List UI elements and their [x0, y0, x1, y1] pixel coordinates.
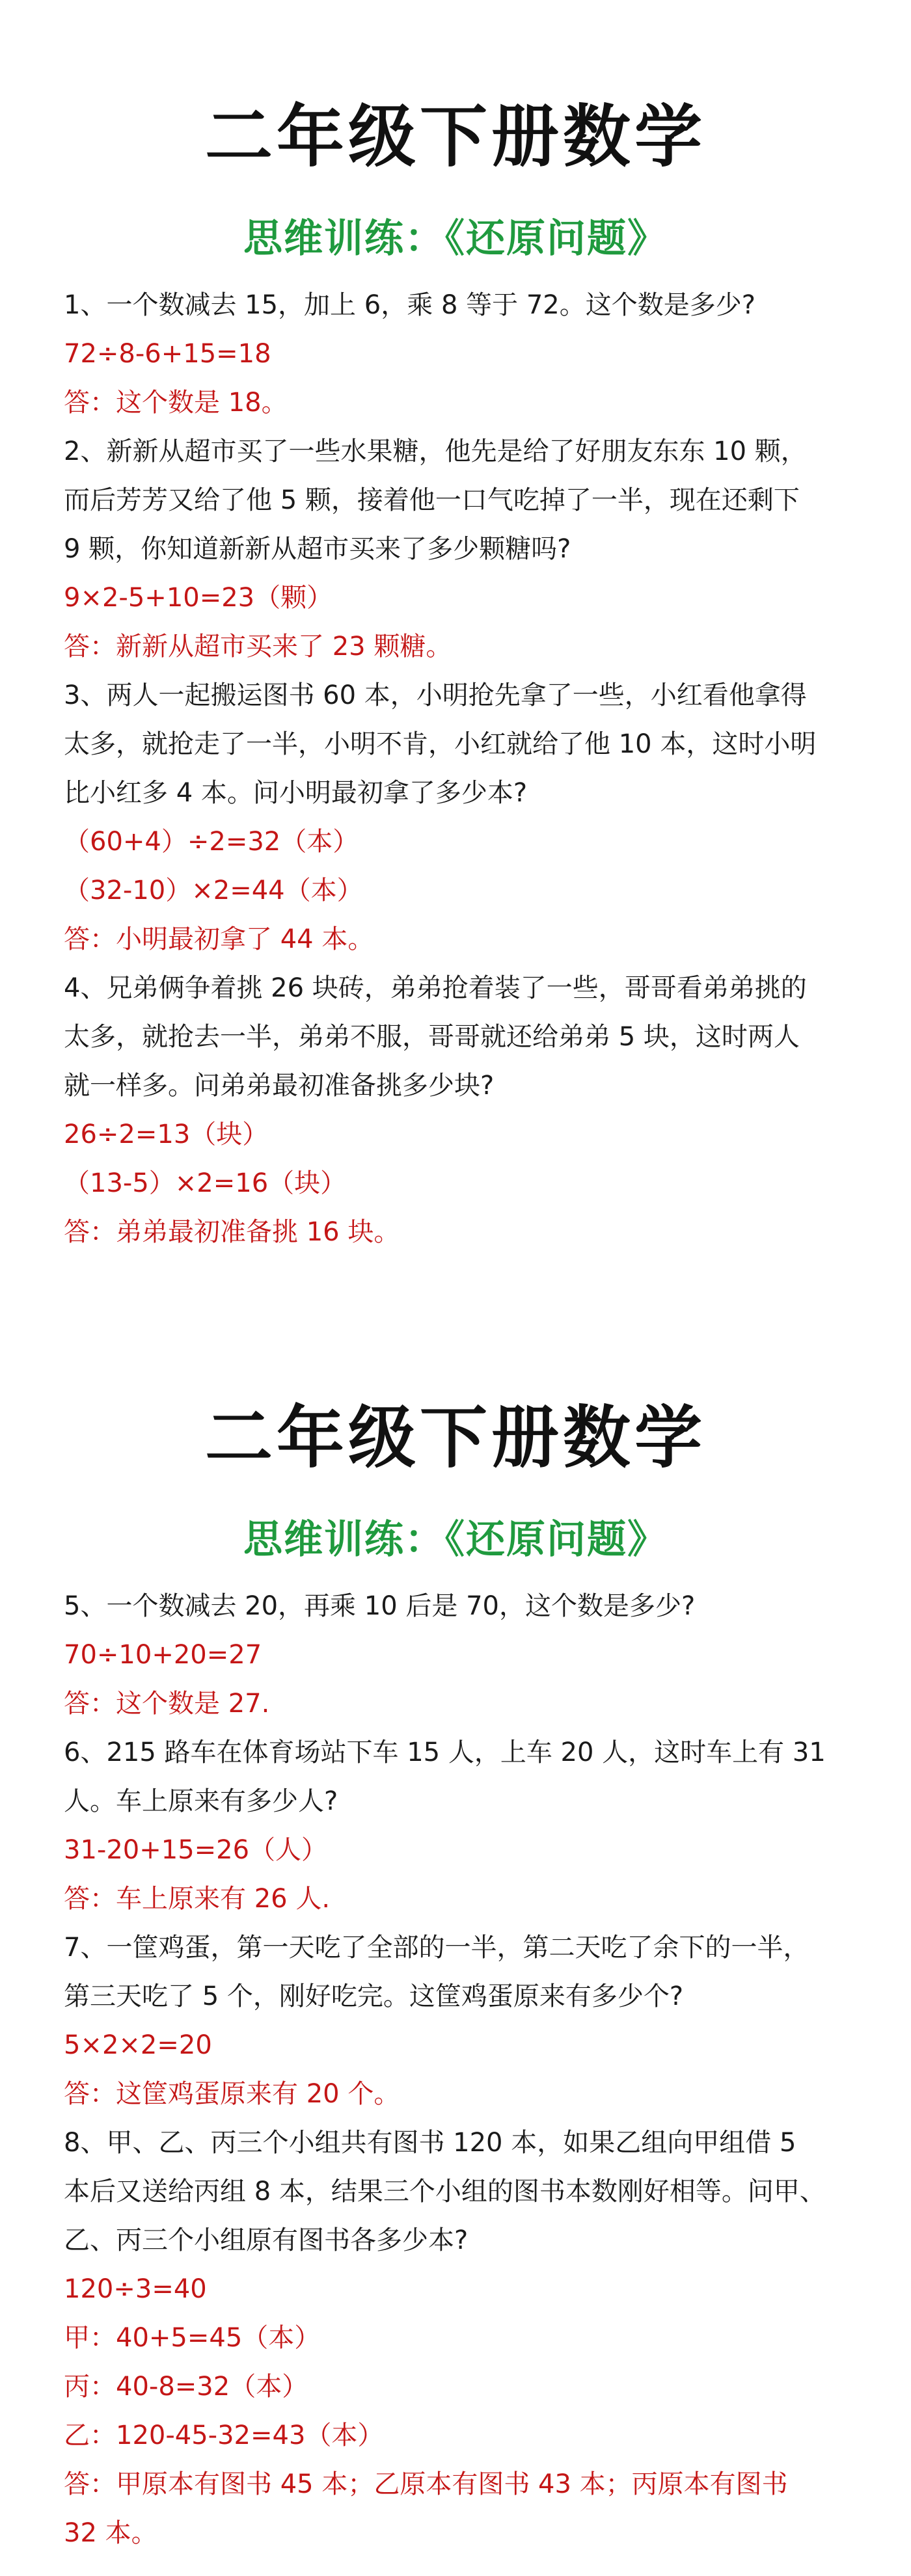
answer-line: 5×2×2=20 [64, 2030, 212, 2060]
answer-line: 26÷2=13（块） [64, 1120, 269, 1149]
answer-line: 甲：40+5=45（本） [64, 2323, 321, 2353]
question-line: 而后芳芳又给了他 5 颗，接着他一口气吃掉了一半，现在还剩下 [64, 485, 800, 515]
question-line: 就一样多。问弟弟最初准备挑多少块? [64, 1071, 495, 1101]
question-line: 1、一个数减去 15，加上 6，乘 8 等于 72。这个数是多少? [64, 290, 755, 320]
question-line: 6、215 路车在体育场站下车 15 人，上车 20 人，这时车上有 31 [64, 1737, 826, 1767]
question-line: 第三天吃了 5 个，刚好吃完。这筐鸡蛋原来有多少个? [64, 1981, 684, 2011]
answer-line: （13-5）×2=16（块） [64, 1168, 347, 1198]
answer-line: 答：这筐鸡蛋原来有 20 个。 [64, 2079, 400, 2109]
question-line: 9 颗，你知道新新从超市买来了多少颗糖吗? [64, 534, 571, 564]
question-line: 乙、丙三个小组原有图书各多少本? [64, 2225, 469, 2255]
answer-line: （32-10）×2=44（本） [64, 876, 363, 906]
answer-line: 答：新新从超市买来了 23 颗糖。 [64, 632, 452, 662]
answer-line: 120÷3=40 [64, 2274, 207, 2304]
question-line: 比小红多 4 本。问小明最初拿了多少本? [64, 778, 528, 808]
question-line: 5、一个数减去 20，再乘 10 后是 70，这个数是多少? [64, 1591, 696, 1621]
question-line: 4、兄弟俩争着挑 26 块砖，弟弟抢着装了一些，哥哥看弟弟挑的 [64, 973, 807, 1003]
page-title: 二年级下册数学 [204, 97, 706, 176]
answer-line: 31-20+15=26（人） [64, 1835, 328, 1865]
answer-line: （60+4）÷2=32（本） [64, 827, 359, 857]
answer-line: 9×2-5+10=23（颗） [64, 583, 333, 613]
question-line: 太多，就抢走了一半，小明不肯，小红就给了他 10 本，这时小明 [64, 729, 817, 759]
problem-list [0, 281, 911, 1257]
page-title: 二年级下册数学 [204, 1398, 706, 1477]
question-line: 人。车上原来有多少人? [64, 1786, 338, 1816]
page-subtitle: 思维训练：《还原问题》 [243, 1517, 668, 1563]
question-line: 太多，就抢去一半，弟弟不服，哥哥就还给弟弟 5 块，这时两人 [64, 1022, 800, 1052]
question-line: 7、一筐鸡蛋，第一天吃了全部的一半，第二天吃了余下的一半， [64, 1933, 809, 1963]
question-line: 2、新新从超市买了一些水果糖，他先是给了好朋友东东 10 颗， [64, 436, 807, 466]
page-subtitle: 思维训练：《还原问题》 [243, 216, 668, 262]
worksheet-section-1 [0, 91, 911, 1257]
answer-line: 答：甲原本有图书 45 本；乙原本有图书 43 本；丙原本有图书 [64, 2469, 788, 2499]
answer-line: 答：这个数是 18。 [64, 388, 288, 418]
answer-line: 丙：40-8=32（本） [64, 2372, 308, 2402]
answer-line: 答：这个数是 27. [64, 1689, 270, 1719]
answer-line: 72÷8-6+15=18 [64, 339, 271, 369]
answer-line: 答：小明最初拿了 44 本。 [64, 924, 374, 954]
problem-list [0, 1582, 911, 2558]
answer-line: 乙：120-45-32=43（本） [64, 2421, 384, 2450]
worksheet-section-2 [0, 1392, 911, 2558]
question-line: 3、两人一起搬运图书 60 本，小明抢先拿了一些，小红看他拿得 [64, 680, 807, 710]
answer-line: 答：车上原来有 26 人. [64, 1884, 331, 1914]
answer-line: 答：弟弟最初准备挑 16 块。 [64, 1217, 400, 1247]
question-line: 8、甲、乙、丙三个小组共有图书 120 本，如果乙组向甲组借 5 [64, 2128, 796, 2158]
question-line: 本后又送给丙组 8 本，结果三个小组的图书本数刚好相等。问甲、 [64, 2177, 826, 2207]
answer-line: 32 本。 [64, 2518, 157, 2548]
answer-line: 70÷10+20=27 [64, 1640, 262, 1670]
